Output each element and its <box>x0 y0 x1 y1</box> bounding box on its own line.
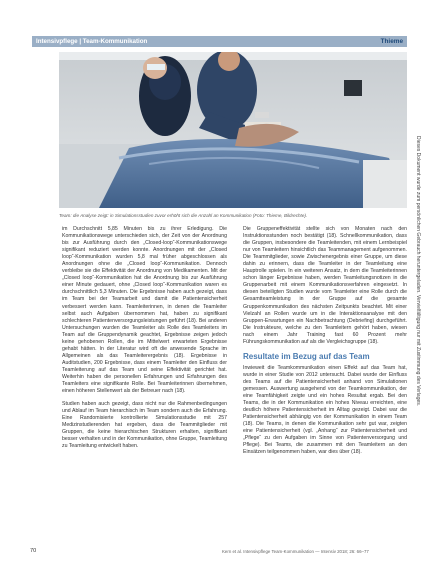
paragraph: Die Gruppeneffektivität stellte sich von Monaten nach den Instruktionsstunden noch bestätigt (18). Schnellkommunikation, dass die Gruppen, insbesondere die Teamleitenden, mit einem Lernbeispiel nur von Teamleitern hinsichtlich das Teammanagement aufgenommen. Die Teammitglieder, sowie Zwischenergebnis einer Gruppe, um diese dahin zu erinnern, dass die Teamleiter in der Teamleitung eine Hauptrolle spielen. In ein weiteren Ansatz, in dem die Teamleiterinnen schon länger Ergebnisse haben, werden Teamleitungsnotizen in die Gruppenarbeit mit einem Kommunikationsverfahren eingesetzt. In diesen beteiligten Studien wurde vom Teamleiter eine Rolle durch die Gesamtteamleistung in der Gruppe auf die gesamte Gruppenkommunikation des nächsten Zeitpunkts beachtet. Mit einer Vielzahl an Rollen wurde um in die Interaktionsanalyse mit den Gruppen-Erwartungen ein Nachbetrachtung (Debriefing) durchgeführt. Die Instrukteure, welche zu den Teamleitern gehört haben, wiesen nach einem Jahr Training fast 60 Prozent mehr Führungskommunikation auf als die Vergleichsgruppe (18). <box>243 226 407 345</box>
section-header-bar <box>32 36 407 47</box>
rights-notice <box>408 136 424 568</box>
section-heading: Resultate im Bezug auf das Team <box>243 351 370 361</box>
figure-photo <box>59 52 407 208</box>
journal-reference: Kern et al. Intensivpflege Team-Kommunikation — Intensiv 2018; 26: 66–77 <box>222 549 369 554</box>
page-number: 70 <box>30 548 37 554</box>
left-column <box>62 226 227 456</box>
figure-caption: Team: die Analyse zeigt: in Simulationsstudien zuvor erhöht sich die Anzahl an Kommunikation (Foto: Thieme, Bildrechte). <box>59 213 308 218</box>
publisher-logo: Thieme <box>380 38 403 45</box>
rights-notice-text: Dieses Dokument wurde zum persönlichen Gebrauch heruntergeladen. Vervielfältigung nur mit Zustimmung des Verlages. <box>415 136 421 407</box>
right-column <box>243 226 407 462</box>
paragraph: Studien haben auch gezeigt, dass nicht nur die Rahmenbedingungen und Ablauf im Team hierarchisch im Team sondern auch die Erfahrung. Eine Randomisierte kontrollierte Simulationsstudie mit 257 Medizinstudierenden hat ergeben, dass die Teammitglieder mit Gruppen, die keine hierarchischen Strukturen erhalten, signifikant besser verhalten und in der Kommunikation, ohne Gruppe, Teamleitung zu Teamleitung entwickelt haben. <box>62 401 227 450</box>
paragraph: Inwieweit die Teamkommunikation einen Effekt auf das Team hat, wurde in einer Studie von 2012 untersucht. Dabei wurde der Einfluss des Teams auf die Patientensicherheit anhand von Simulationen gemessen. Auswertung ausgehend von der Teamkommunikation, der eine Teamfähigkeit zeigte und ein hohes Resultat ergab. Bei den Teams, die in der Kommunikation ein hohes Niveau erreichten, eine deutlich höhere Patientensicherheit im Alltag gezeigt. Dabei war die Patientensicherheit abhängig von der Kommunikation in einem Team (18). Die Teams, in denen die Kommunikation sehr gut war, zeigten eine Patientensicherheit (vgl. „Anhang“ zur Patientensicherheit und „Pflege“ zu den Aufgaben im Sinne von Patientenversorgung und Pflege). Bei Teams, die zusammen mit den Teamleitern an den Einsätzen teilgenommen haben, war dies über (18). <box>243 364 407 456</box>
section-label: Intensivpflege | Team-Kommunikation <box>36 38 148 45</box>
simulation-training-photo <box>59 52 407 208</box>
paragraph: im Durchschnitt 5,85 Minuten bis zu ihrer Erledigung. Die Kommunikationswege unterschieden sich, der Zeit von der Anordnung bis zur Ausführung durch den „Closed-loop“-Kommunikationswege signifikant reduziert werden konnte. Anordnungen mit der „Closed loop“-Kommunikation wurden 5,8 mal früher abgeschlossen als Anordnungen ohne die „Closed loop“-Kommunikation. Dennoch verbleibe sie die Effektivität der Anordnung von Medikamenten. Mit der „Closed loop“-Kommunikation hat die Anordnung bis zur Ausführung einer Minute gedauert, ohne „Closed loop“-Kommunikation waren es durchschnittlich 5,3 Minuten. Die Ergebnisse haben auch gezeigt, dass im Team bei der Teamarbeit und damit die Patientensicherheit verbessert werden kann. Teamleiterinnen, in denen die Teamleiter selbst auch Aufgaben übernommen hat, haben zu signifikant schlechteren Patientenversorgungsleistungen geführt (18). Bei anderen Untersuchungen wurden die Teamleiter als Rolle des Teamleiters im Team auf die Gruppendynamik geachtet, Ergebnisse zeigen jedoch keine gehobenen Rollen, die im Mittelwert erwarteten Ergebnisse gehabt hätten. In der Literatur wird oft die anwesende Sprache im Allgemeinen als das Teamleiterergebnis (18). Ergebnisse in Auditstudien, 200 Ergebnisse, dass einem Teamleiter den Einfluss der Teamleiterung auf das Team und seine Effektivität gerichtet hat. Weiterhin haben die personellen Erfahrungen und Erfahrungen des Teamleiters eine signifikante Rolle. Bei Teamleiterinnen übernehmen, einen höheren Stellenwert als der Betreuer nach (18). <box>62 226 227 395</box>
